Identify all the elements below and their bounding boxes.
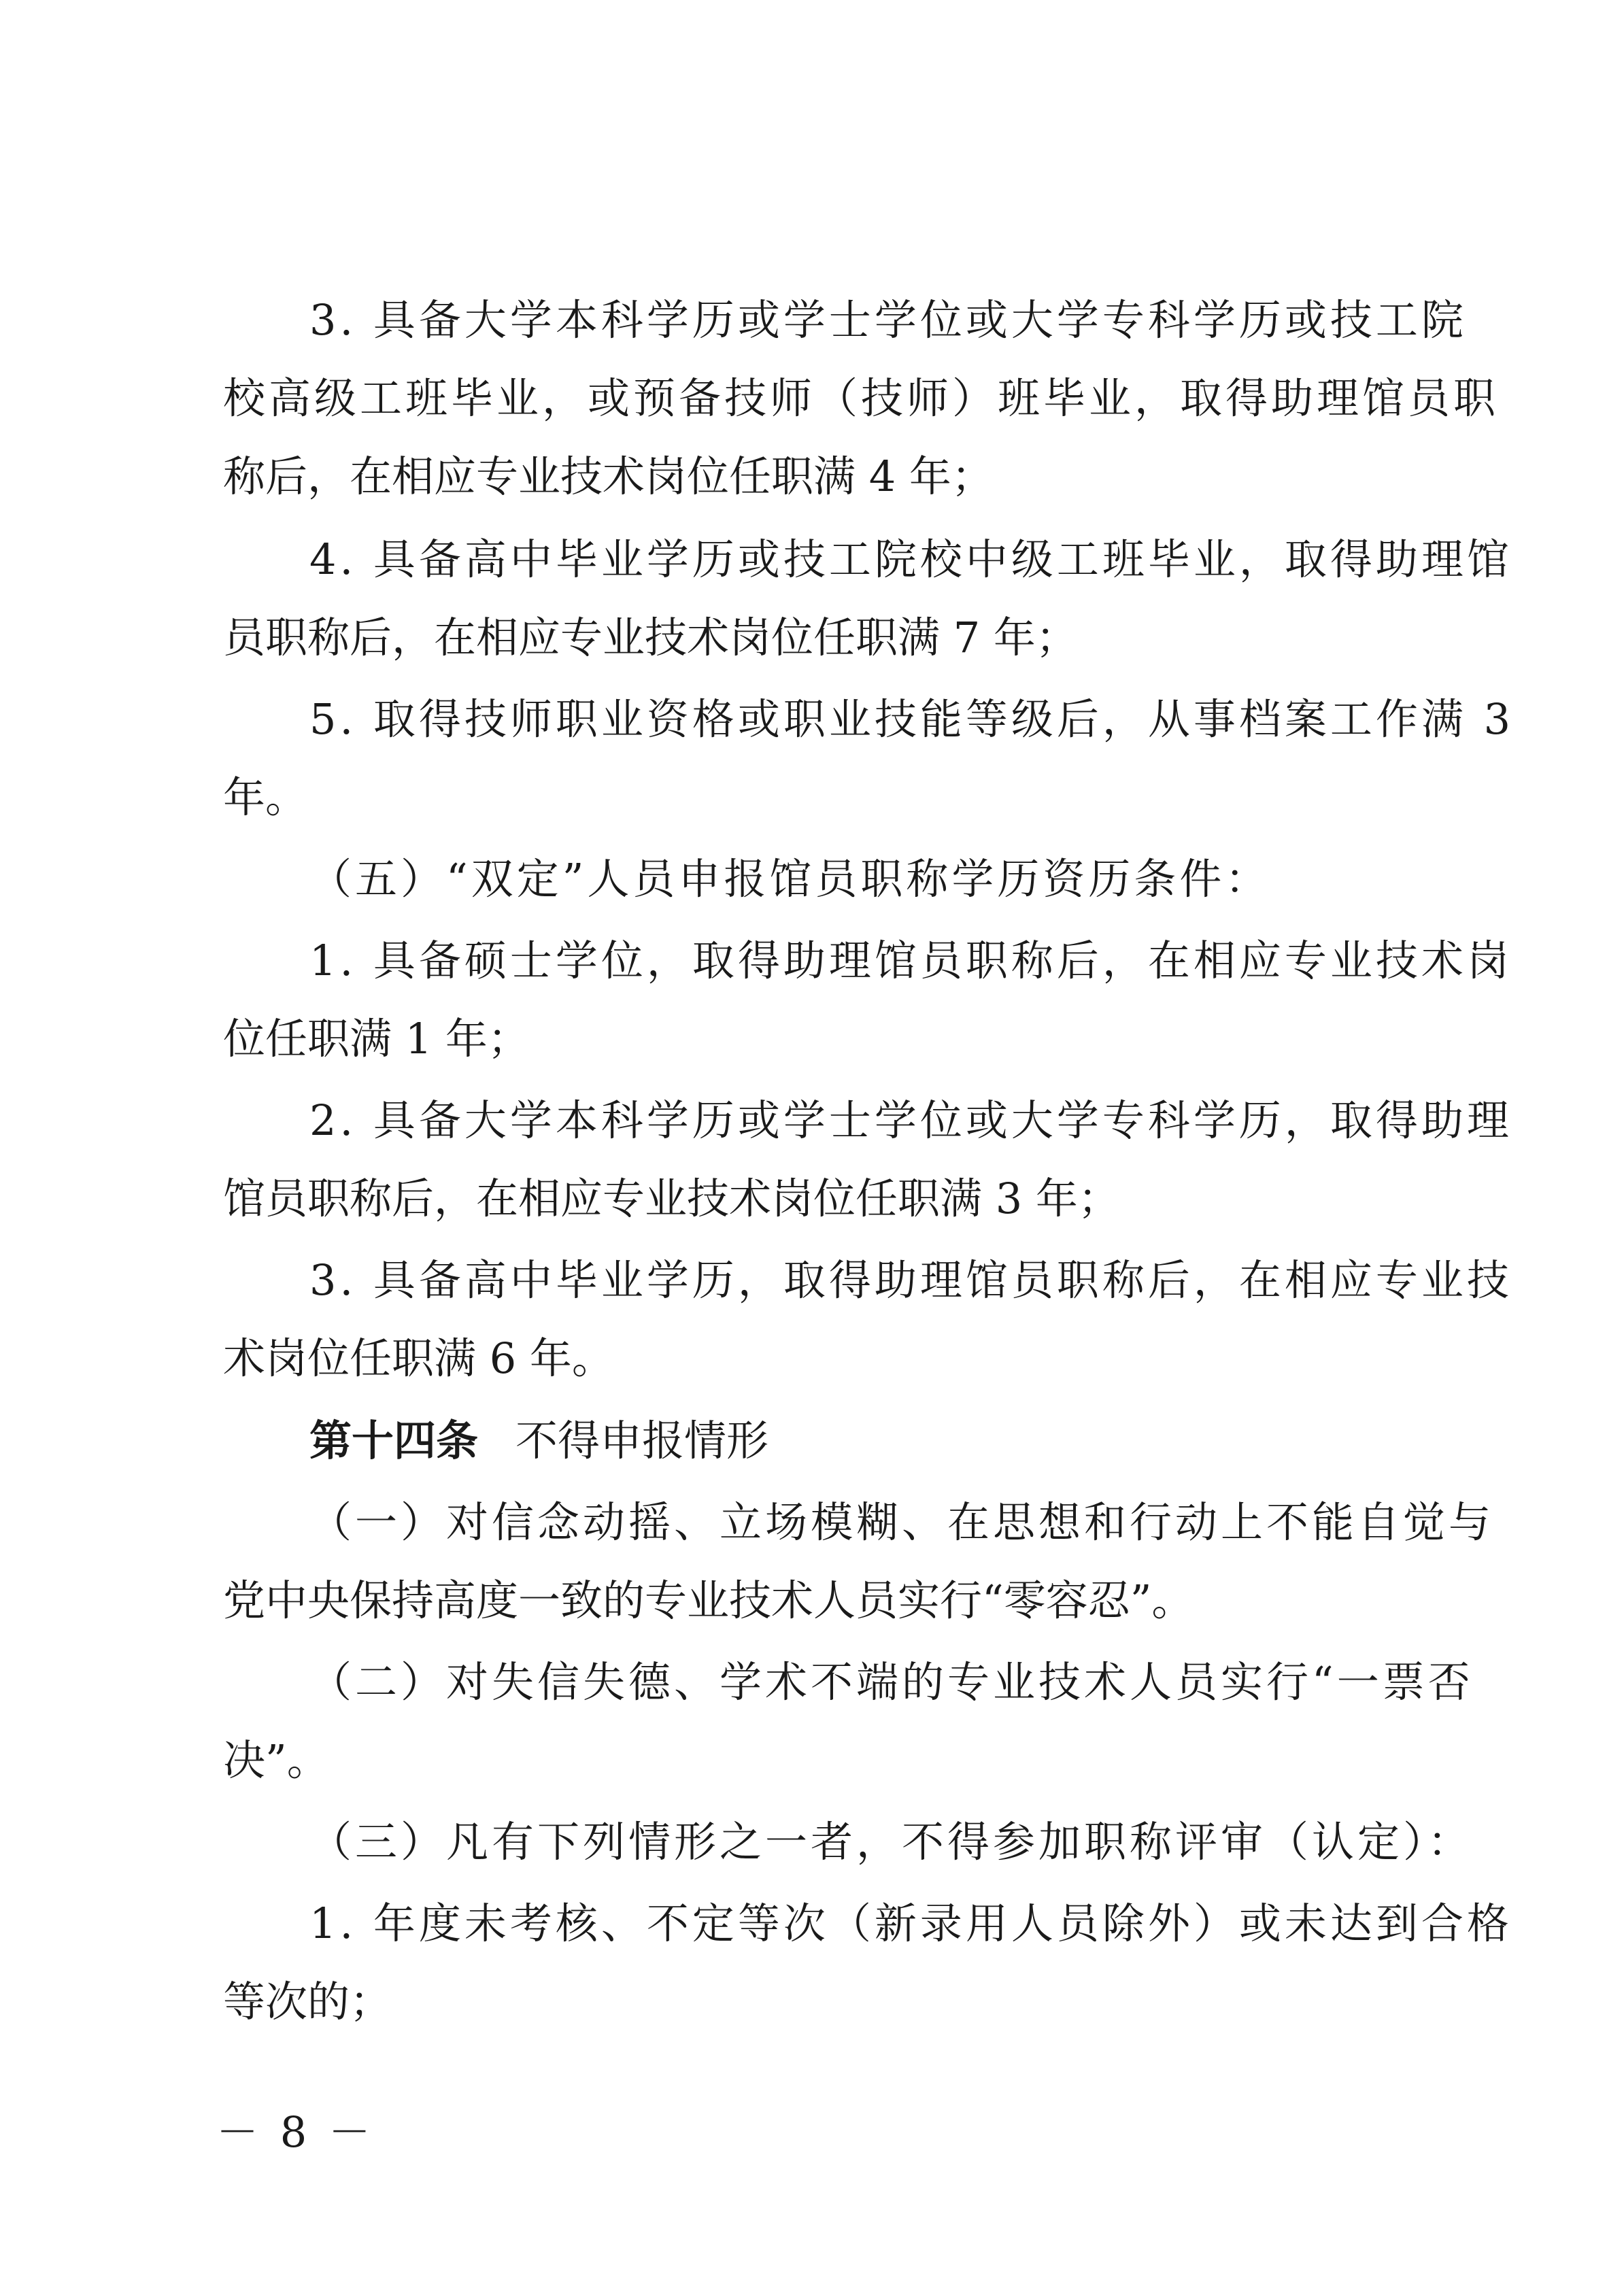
article-title: 不得申报情形 (515, 1416, 769, 1465)
text-line: （一）对信念动摇、立场模糊、在思想和行动上不能自觉与 (309, 1497, 1495, 1547)
text-line: 称后，在相应专业技术岗位任职满 4 年； (223, 452, 994, 501)
text-line: 等次的； (223, 1977, 392, 2026)
text-line: （二）对失信失德、学术不端的专业技术人员实行“一票否 (309, 1657, 1474, 1707)
text-line: 术岗位任职满 6 年。 (223, 1333, 614, 1383)
text-line: 2. 具备大学本科学历或学士学位或大学专科学历，取得助理 (309, 1095, 1512, 1145)
text-line: 3. 具备大学本科学历或学士学位或大学专科学历或技工院 (309, 295, 1467, 345)
text-line: 馆员职称后，在相应专业技术岗位任职满 3 年； (223, 1174, 1120, 1223)
text-line: 年。 (223, 772, 308, 822)
text-line: 校高级工班毕业，或预备技师（技师）班毕业，取得助理馆员职 (223, 373, 1500, 423)
text-line: 1. 年度未考核、不定等次（新录用人员除外）或未达到合格 (309, 1899, 1512, 1948)
text-line: （五）“双定”人员申报馆员职称学历资历条件： (309, 854, 1271, 904)
page-number: － 8 － (216, 2107, 375, 2157)
text-line: 决”。 (223, 1735, 329, 1785)
text-line: 5. 取得技师职业资格或职业技能等级后，从事档案工作满 3 (309, 694, 1515, 744)
text-line: 党中央保持高度一致的专业技术人员实行“零容忍”。 (223, 1576, 1194, 1625)
text-line: 位任职满 1 年； (223, 1014, 530, 1064)
text-line: 3. 具备高中毕业学历，取得助理馆员职称后，在相应专业技 (309, 1255, 1512, 1305)
text-line: 4. 具备高中毕业学历或技工院校中级工班毕业，取得助理馆 (309, 534, 1512, 584)
text-line: 员职称后，在相应专业技术岗位任职满 7 年； (223, 613, 1078, 662)
text-line: 1. 具备硕士学位，取得助理馆员职称后，在相应专业技术岗 (309, 936, 1512, 985)
article-heading: 第十四条 (309, 1416, 479, 1465)
text-line: （三）凡有下列情形之一者，不得参加职称评审（认定）： (309, 1817, 1474, 1867)
